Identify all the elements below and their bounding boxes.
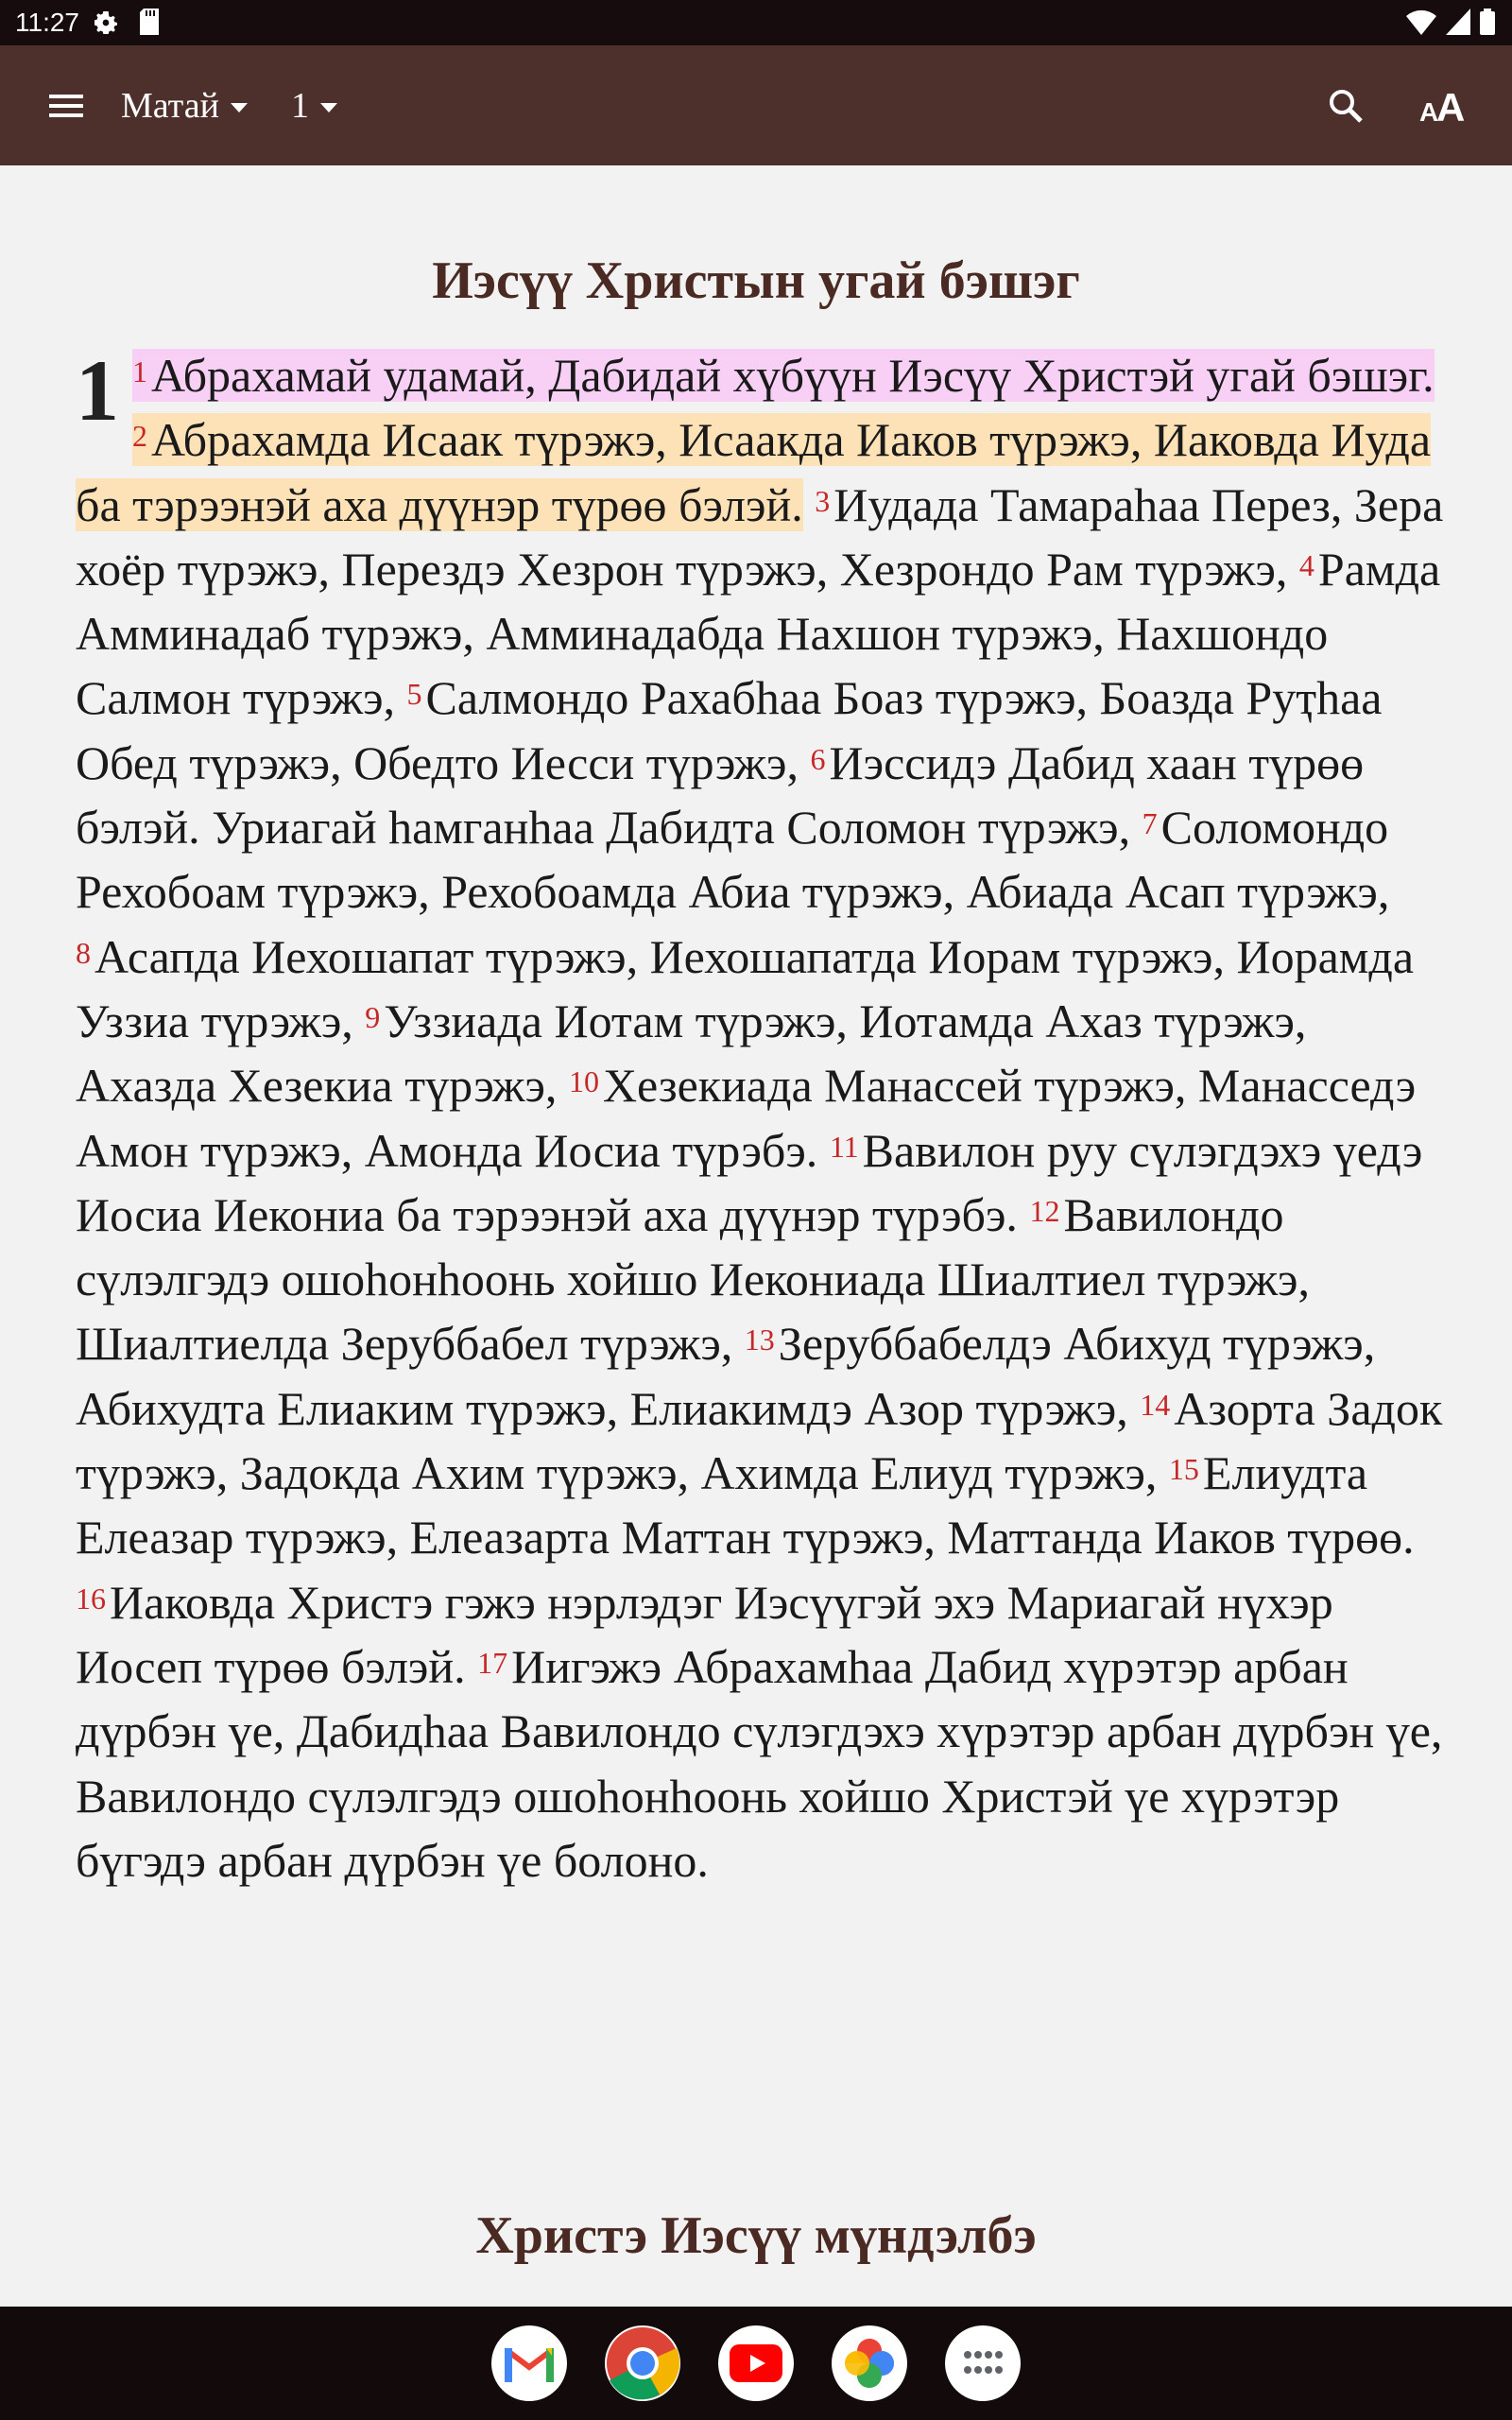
app-drawer-icon[interactable]	[945, 2325, 1021, 2401]
svg-text:A: A	[1436, 85, 1466, 129]
verse-number: 10	[568, 1064, 599, 1099]
status-time: 11:27	[15, 8, 79, 37]
chevron-down-icon	[320, 103, 337, 112]
verse-text: Зеруббабелдэ Абихуд түрэжэ, Абихудта Елиаким түрэжэ, Елиакимдэ Азор түрэжэ,	[76, 1317, 1376, 1435]
verse-number: 2	[132, 419, 147, 454]
verse-number: 15	[1168, 1452, 1199, 1487]
verse-number: 12	[1029, 1193, 1060, 1228]
status-bar	[0, 0, 1512, 45]
verse-text: Елиудта Елеазар түрэжэ, Елеазарта Маттан түрэжэ, Маттанда Иаков түрөө.	[76, 1446, 1415, 1564]
verse-text: Хезекиада Манассей түрэжэ, Манасседэ Амон түрэжэ, Амонда Иосиа түрэбэ.	[76, 1059, 1417, 1177]
verse-number: 13	[744, 1322, 775, 1357]
hamburger-menu-icon	[45, 85, 91, 127]
dock-bar	[0, 2307, 1512, 2420]
chapter-number-label: 1	[291, 86, 309, 126]
verse-text: Уззиада Иотам түрэжэ, Иотамда Ахаз түрэжэ, Ахазда Хезекиа түрэжэ,	[76, 994, 1307, 1113]
verse-number: 4	[1298, 547, 1314, 582]
gmail-app-icon[interactable]	[491, 2325, 567, 2401]
passage-text	[76, 343, 1446, 1893]
chapter-number: 1	[76, 342, 119, 439]
verse-text: Иэссидэ Дабид хаан түрөө бэлэй. Уриагай һамганһаа Дабидта Соломон түрэжэ,	[76, 735, 1365, 855]
verse-text: Иигэжэ Абрахамһаа Дабид хүрэтэр арбан дүрбэн үе, Дабидһаа Вавилондо сүлэгдэхэ хүрэтэр арбан дүрбэн үе, Вавилондо сүлэлгэдэ ошоһонһоонь хойшо Христэй үе хүрэтэр бүгэдэ арбан дүрбэн үе болоно.	[76, 1639, 1443, 1887]
verse-text: Вавилон руу сүлэгдэхэ үедэ Иосиа Иекониа ба тэрээнэй аха дүүнэр түрэбэ.	[76, 1123, 1423, 1241]
settings-gear-icon	[91, 8, 121, 44]
verse-text: Абрахамай удамай, Дабидай хүбүүн Иэсүү Христэй угай бэшэг.	[151, 349, 1435, 402]
verse-number: 11	[829, 1129, 859, 1164]
verse-number: 1	[132, 354, 147, 389]
verse-number: 3	[815, 483, 831, 518]
verse-number: 6	[810, 741, 826, 776]
verse-number: 5	[406, 677, 422, 712]
signal-icon	[1446, 9, 1470, 35]
book-selector[interactable]	[121, 79, 248, 132]
verse-text: Рамда Амминадаб түрэжэ, Амминадабда Нахшон түрэжэ, Нахшондо Салмон түрэжэ,	[76, 542, 1441, 725]
chevron-down-icon	[231, 103, 248, 112]
verse-text: Иудада Тамараһаа Перез, Зера хоёр түрэжэ, Перездэ Хезрон түрэжэ, Хезрондо Рам түрэжэ,	[76, 477, 1444, 596]
book-name: Матай	[121, 86, 219, 126]
app-bar	[0, 45, 1512, 165]
verse-text: Вавилондо сүлэлгэдэ ошоһонһоонь хойшо Иекониада Шиалтиел түрэжэ, Шиалтиелда Зеруббабел түрэжэ,	[76, 1187, 1310, 1371]
sd-card-icon	[138, 9, 161, 42]
svg-text:A: A	[1419, 97, 1439, 127]
text-size-button[interactable]	[1418, 83, 1470, 129]
search-button[interactable]	[1323, 83, 1368, 129]
verse-number: 14	[1140, 1387, 1171, 1422]
verse-number: 8	[76, 935, 91, 970]
verse-text: Иаковда Христэ гэжэ нэрлэдэг Иэсүүгэй эхэ Мариагай нүхэр Иосеп түрөө бэлэй.	[76, 1575, 1333, 1693]
menu-button[interactable]	[45, 85, 91, 127]
verse-text: Салмондо Рахабһаа Боаз түрэжэ, Боазда Руҭһаа Обед түрэжэ, Обедто Иесси түрэжэ,	[76, 671, 1383, 789]
battery-icon	[1480, 9, 1495, 35]
verse-text: Абрахамда Исаак түрэжэ, Исаакда Иаков түрэжэ, Иаковда Иуда ба тэрээнэй аха дүүнэр түрөө бэлэй.	[76, 413, 1432, 531]
verse-number: 9	[365, 999, 381, 1034]
verse-text: Асапда Иехошапат түрэжэ, Иехошапатда Иорам түрэжэ, Иорамда Уззиа түрэжэ,	[76, 929, 1415, 1047]
photos-app-icon[interactable]	[832, 2325, 907, 2401]
status-icons	[1406, 9, 1495, 35]
verse-number: 17	[477, 1645, 508, 1680]
youtube-app-icon[interactable]	[718, 2325, 794, 2401]
verse-number: 16	[76, 1581, 106, 1616]
verse-text: Соломондо Рехобоам түрэжэ, Рехобоамда Абиа түрэжэ, Абиада Асап түрэжэ,	[76, 801, 1390, 919]
section-heading: Христэ Иэсүү мүндэлбэ	[475, 2206, 1037, 2265]
section-heading: Иэсүү Христын угай бэшэг	[432, 251, 1080, 310]
wifi-icon	[1406, 9, 1436, 35]
chapter-selector[interactable]	[291, 79, 337, 132]
verse-text: Азорта Задок түрэжэ, Задокда Ахим түрэжэ, Ахимда Елиуд түрэжэ,	[76, 1381, 1443, 1500]
verse[interactable]	[132, 349, 1435, 402]
chrome-app-icon[interactable]	[605, 2325, 680, 2401]
font-size-icon	[1418, 83, 1470, 129]
search-icon	[1323, 83, 1368, 129]
verse-number: 7	[1142, 806, 1158, 841]
